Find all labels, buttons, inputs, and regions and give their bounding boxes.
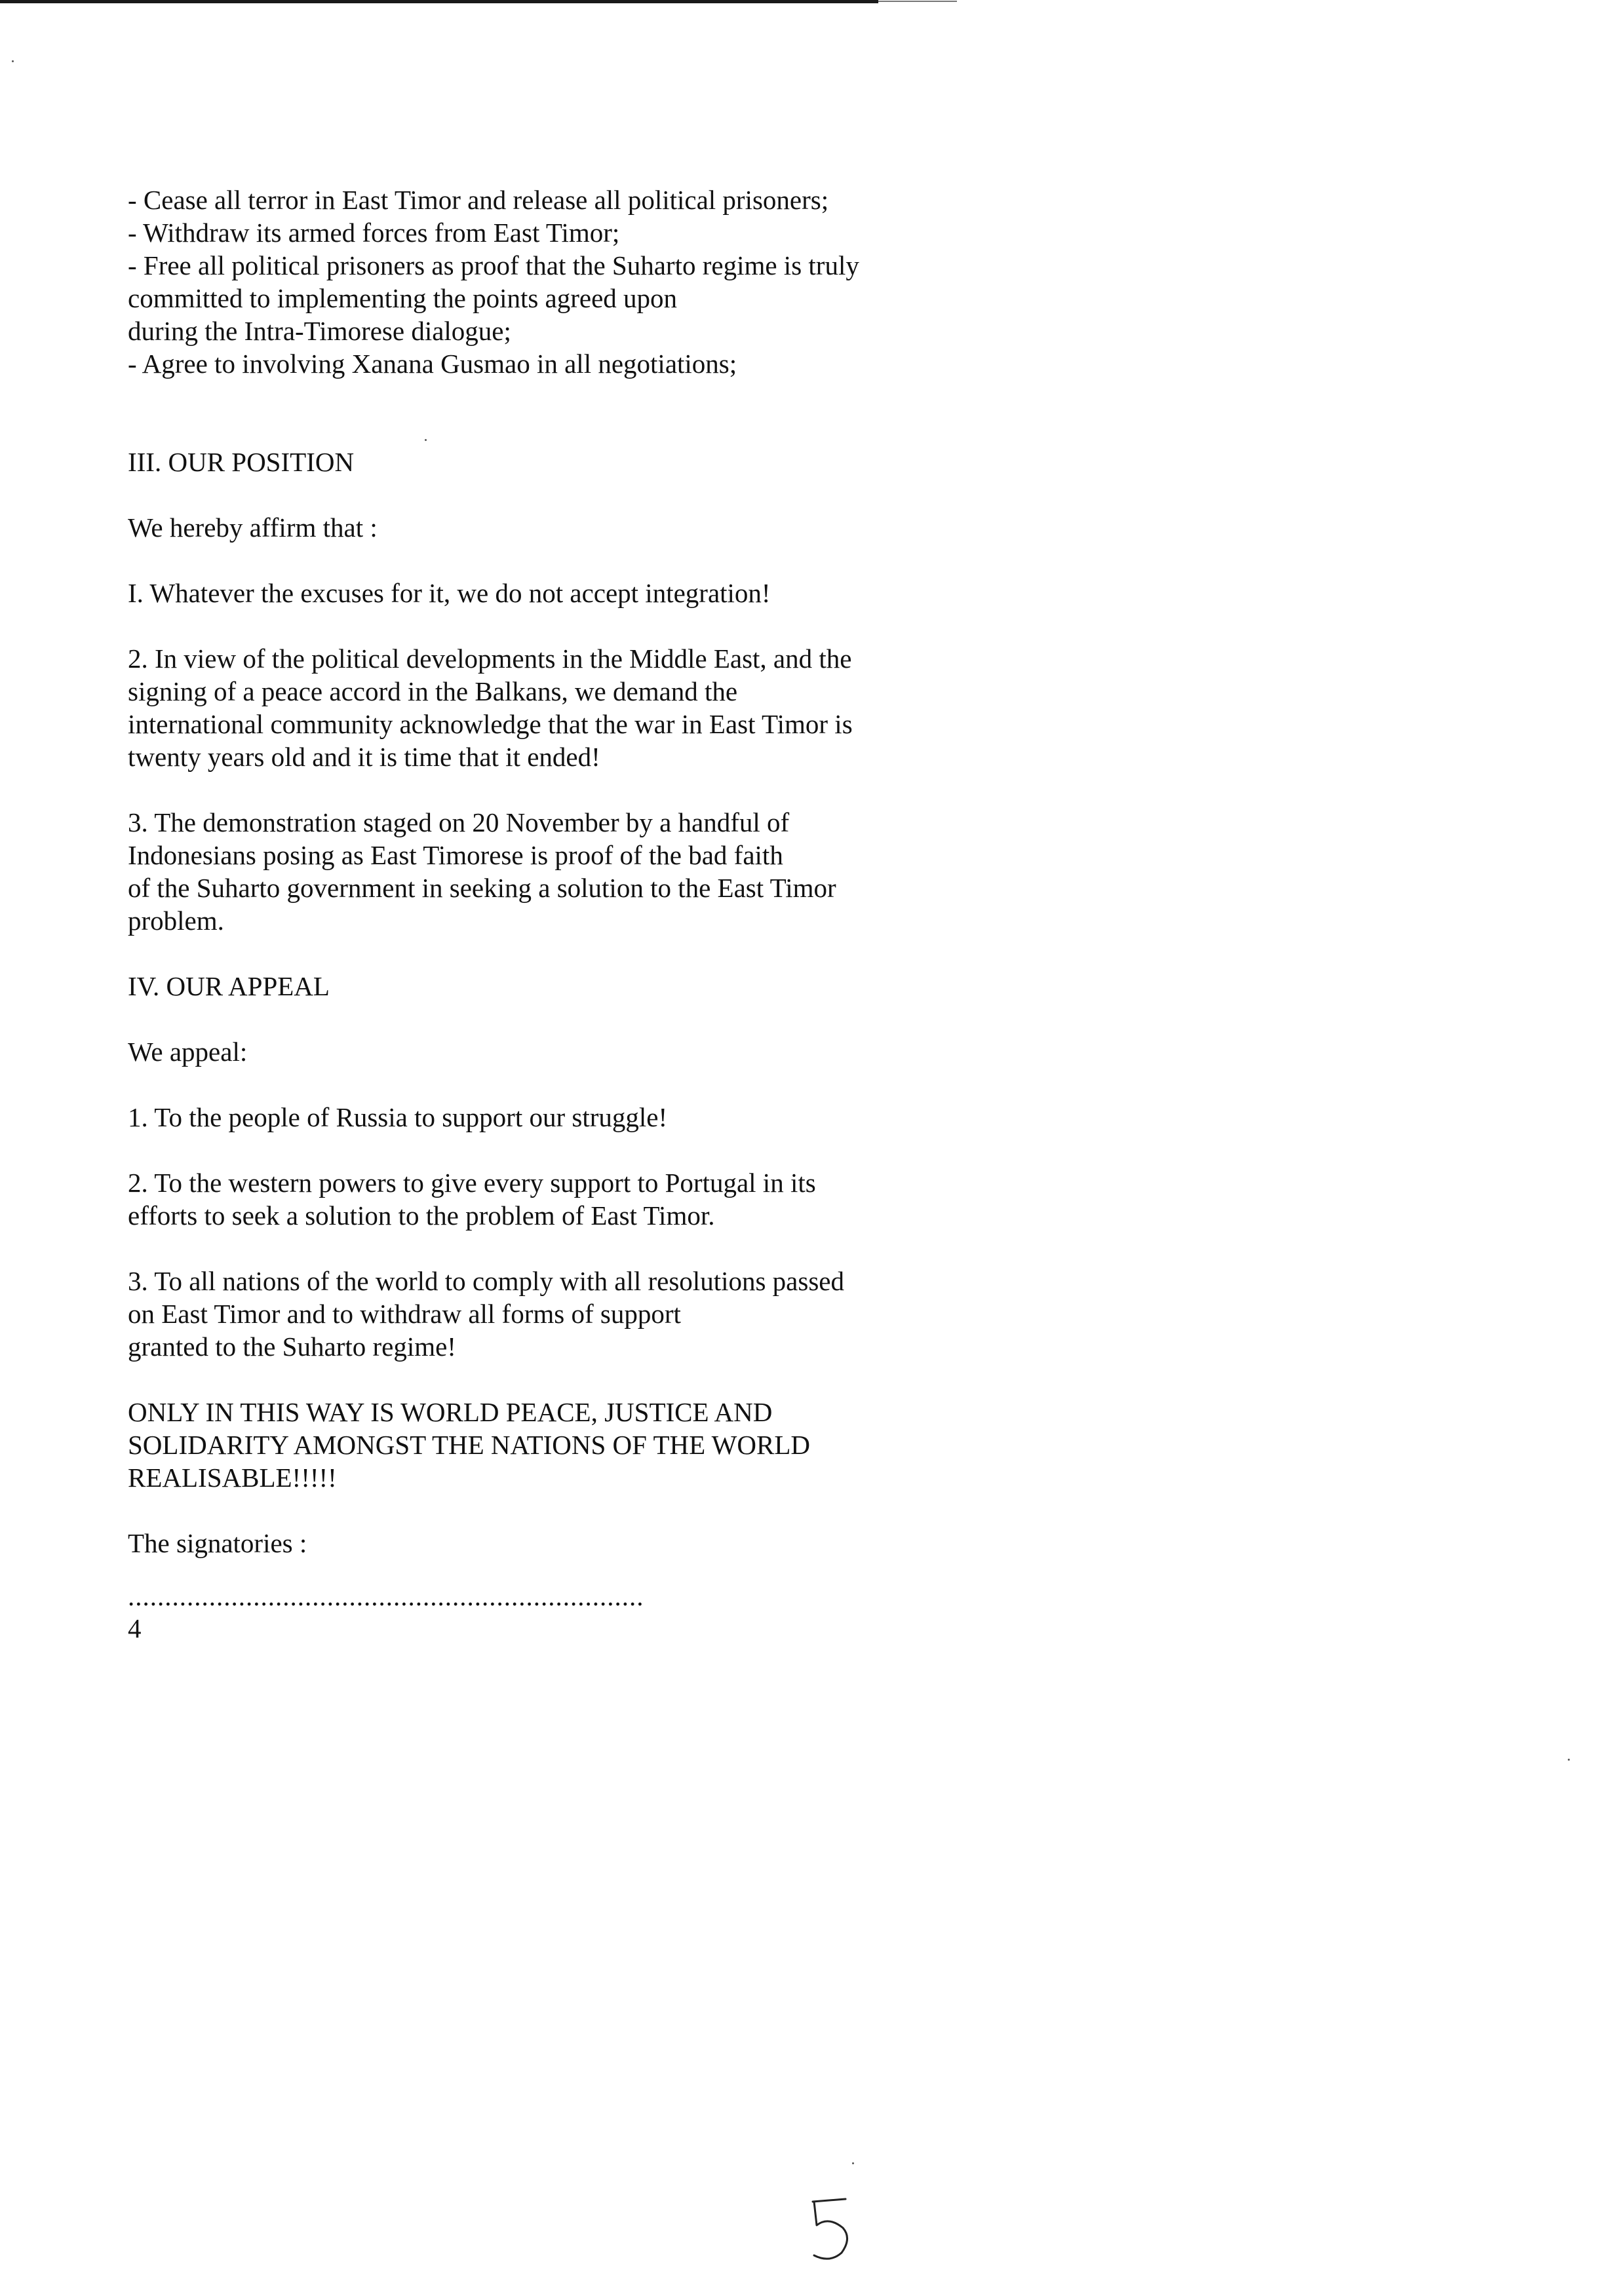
appeal-point-3 [128, 1265, 980, 1363]
position-point-1 [128, 577, 980, 609]
demand-line: committed to implementing the points agreed upon [128, 283, 678, 313]
scan-speck [12, 60, 14, 62]
demand-line: - Agree to involving Xanana Gusmao in all negotiations; [128, 349, 737, 379]
appeal-point-1 [128, 1101, 980, 1134]
position-point-3 [128, 806, 980, 937]
paragraph-line: 3. The demonstration staged on 20 November by a handful of [128, 807, 790, 837]
paragraph-line: efforts to seek a solution to the problem of East Timor. [128, 1200, 715, 1231]
closing-line: SOLIDARITY AMONGST THE NATIONS OF THE WORLD [128, 1430, 810, 1460]
demands-list [128, 183, 980, 380]
position-heading: III. OUR POSITION [128, 447, 355, 477]
signatories-label: The signatories : [128, 1528, 307, 1558]
position-intro: We hereby affirm that : [128, 512, 378, 543]
paragraph-line: twenty years old and it is time that it ended! [128, 742, 600, 772]
closing-line: REALISABLE!!!!! [128, 1463, 337, 1493]
paragraph-line: on East Timor and to withdraw all forms of support [128, 1299, 681, 1329]
paragraph-line: 2. To the western powers to give every support to Portugal in its [128, 1168, 816, 1198]
scan-speck [425, 439, 427, 441]
demand-line: - Cease all terror in East Timor and release all political prisoners; [128, 185, 829, 215]
scan-speck [852, 2162, 854, 2164]
scan-top-edge-faint [878, 1, 957, 2]
demand-line: - Withdraw its armed forces from East Timor; [128, 218, 620, 248]
appeal-intro: We appeal: [128, 1037, 248, 1067]
paragraph-line: 3. To all nations of the world to comply with all resolutions passed [128, 1266, 844, 1296]
scan-top-edge [0, 0, 878, 3]
paragraph-line: of the Suharto government in seeking a solution to the East Timor [128, 873, 836, 903]
paragraph-line: Indonesians posing as East Timorese is proof of the bad faith [128, 840, 783, 870]
document-body [128, 183, 980, 1645]
paragraph-line: 1. To the people of Russia to support our struggle! [128, 1102, 668, 1132]
paragraph-line: signing of a peace accord in the Balkans, we demand the [128, 676, 738, 706]
paragraph-line: granted to the Suharto regime! [128, 1331, 456, 1362]
demand-line: - Free all political prisoners as proof that the Suharto regime is truly [128, 250, 859, 280]
paragraph-line: I. Whatever the excuses for it, we do not accept integration! [128, 578, 771, 608]
closing-line: ONLY IN THIS WAY IS WORLD PEACE, JUSTICE AND [128, 1397, 773, 1427]
page-number: 4 [128, 1613, 142, 1643]
appeal-point-2 [128, 1166, 980, 1232]
paragraph-line: 2. In view of the political developments in the Middle East, and the [128, 643, 852, 674]
scan-speck [1568, 1759, 1570, 1761]
signature-dotted-line: ...................................................................... [128, 1581, 644, 1611]
appeal-heading: IV. OUR APPEAL [128, 971, 330, 1001]
paragraph-line: problem. [128, 906, 224, 936]
demand-line: during the Intra-Timorese dialogue; [128, 316, 511, 346]
handwritten-number-5 [805, 2196, 864, 2268]
paragraph-line: international community acknowledge that the war in East Timor is [128, 709, 853, 739]
closing-statement [128, 1396, 980, 1494]
position-point-2 [128, 642, 980, 773]
